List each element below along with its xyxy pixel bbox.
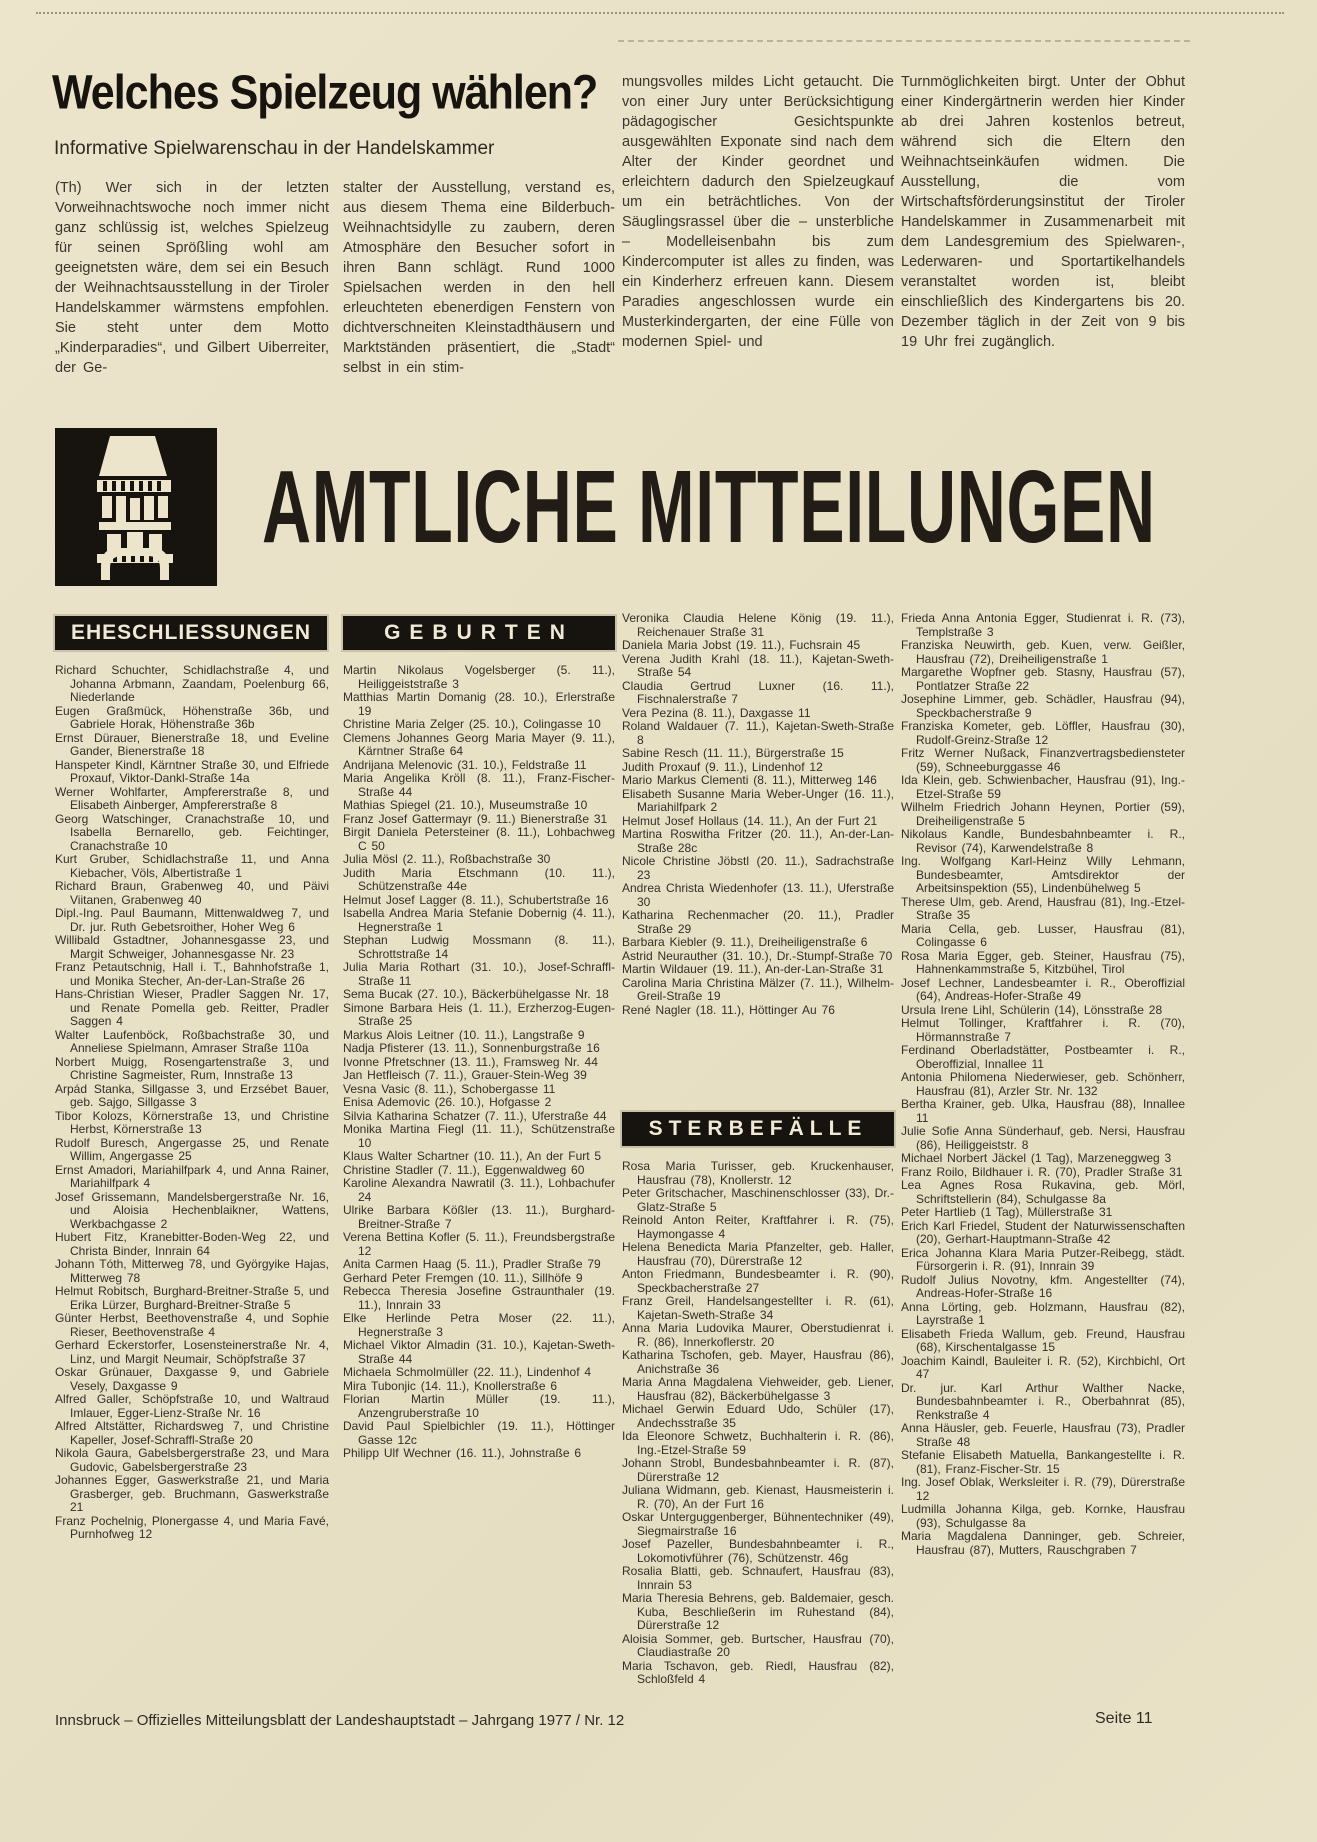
list-item: Helmut Tollinger, Kraftfahrer i. R. (70), Hörmannstraße 7 [901, 1016, 1185, 1044]
list-item: Christine Maria Zelger (25. 10.), Colingasse 10 [343, 717, 601, 731]
list-item: Reinold Anton Reiter, Kraftfahrer i. R. (75), Haymongasse 4 [622, 1213, 894, 1241]
list-item: Ivonne Pfretschner (13. 11.), Framsweg Nr. 44 [343, 1054, 598, 1069]
list-item: Katharina Tschofen, geb. Mayer, Hausfrau (86), Anichstraße 36 [622, 1348, 894, 1376]
list-item: Rosa Maria Egger, geb. Steiner, Hausfrau (75), Hahnenkammstraße 5, Kitzbühel, Tirol [901, 948, 1185, 976]
list-item: Maria Angelika Kröll (8. 11.), Franz-Fischer-Straße 44 [343, 771, 615, 799]
list-item: Rosa Maria Turisser, geb. Kruckenhauser, Hausfrau (78), Knollerstr. 12 [622, 1159, 894, 1187]
list-item: Jan Hetfleisch (7. 11.), Grauer-Stein-Weg 39 [343, 1068, 587, 1082]
list-item: Monika Martina Fiegl (11. 11.), Schützenstraße 10 [343, 1122, 615, 1150]
list-item: Elisabeth Frieda Wallum, geb. Freund, Hausfrau (68), Kirschentalgasse 15 [901, 1326, 1185, 1354]
city-tower-logo [55, 428, 217, 586]
article-subtitle: Informative Spielwarenschau in der Handelskammer [54, 138, 495, 159]
list-item: Franz Roilo, Bildhauer i. R. (70), Pradler Straße 31 [901, 1164, 1183, 1179]
list-item: Bertha Krainer, geb. Ulka, Hausfrau (88), Innallee 11 [901, 1097, 1185, 1125]
list-item: Judith Maria Etschmann (10. 11.), Schützenstraße 44e [343, 865, 615, 893]
list-item: Frieda Anna Antonia Egger, Studienrat i. R. (73), Templstraße 3 [901, 611, 1185, 639]
list-item: Nadja Pfisterer (13. 11.), Sonnenburgstraße 16 [343, 1041, 600, 1055]
list-item: Helmut Robitsch, Burghard-Breitner-Straße 5, und Erika Lürzer, Burghard-Breitner-Straße 5 [55, 1284, 329, 1312]
list-item: Anita Carmen Haag (5. 11.), Pradler Straße 79 [343, 1257, 601, 1271]
list-item: Oskar Unterguggenberger, Bühnentechniker (49), Siegmairstraße 16 [622, 1510, 894, 1538]
list-item: Hubert Fitz, Kranebitter-Boden-Weg 22, und Christa Binder, Innrain 64 [55, 1230, 329, 1258]
list-item: Markus Alois Leitner (10. 11.), Langstraße 9 [343, 1027, 585, 1042]
list-item: Mathias Spiegel (21. 10.), Museumstraße 10 [343, 798, 588, 812]
section-header-geburten [343, 616, 615, 650]
list-item: Katharina Rechenmacher (20. 11.), Pradler Straße 29 [622, 908, 894, 936]
list-item: Werner Wohlfarter, Ampfererstraße 8, und Elisabeth Ainberger, Ampfererstraße 8 [55, 784, 329, 812]
list-item: Simone Barbara Heis (1. 11.), Erzherzog-Eugen-Straße 25 [343, 1000, 615, 1028]
list-item: Josephine Limmer, geb. Schädler, Hausfrau (94), Speckbacherstraße 9 [901, 692, 1185, 720]
list-item: Georg Watschinger, Cranachstraße 10, und Isabella Bernarello, geb. Feichtinger, Cranachstraße 10 [55, 811, 329, 853]
list-item: Kurt Gruber, Schidlachstraße 11, und Anna Kiebacher, Völs, Albertistraße 1 [55, 852, 329, 880]
section-header-label: EHESCHLIESSUNGEN [70, 621, 312, 644]
list-item: Mira Tubonjic (14. 11.), Knollerstraße 6 [343, 1378, 558, 1393]
list-item: Dr. jur. Karl Arthur Walther Nacke, Bundesbahnbeamter i. R., Oberbahnrat (85), Renkstraße 4 [901, 1380, 1185, 1422]
list-item: Franz Josef Gattermayr (9. 11.) Bienerstraße 31 [343, 811, 608, 826]
list-item: Vera Pezina (8. 11.), Daxgasse 11 [622, 705, 811, 720]
list-item: Vesna Vasic (8. 11.), Schobergasse 11 [343, 1081, 556, 1096]
list-item: Martina Roswitha Fritzer (20. 11.), An-der-Lan-Straße 28c [622, 827, 894, 855]
list-item: Lea Agnes Rosa Rukavina, geb. Mörl, Schriftstellerin (84), Schulgasse 8a [901, 1178, 1185, 1206]
list-item: Günter Herbst, Beethovenstraße 4, und Sophie Rieser, Beethovenstraße 4 [55, 1311, 329, 1339]
list-item: Dipl.-Ing. Paul Baumann, Mittenwaldweg 7, und Dr. jur. Ruth Gebetsroither, Hoher Weg 6 [55, 906, 329, 934]
list-item: Veronika Claudia Helene König (19. 11.), Reichenauer Straße 31 [622, 611, 894, 639]
list-item: Astrid Neurauther (31. 10.), Dr.-Stumpf-Straße 70 [622, 948, 893, 963]
list-item: Ursula Irene Lihl, Schülerin (14), Lönsstraße 28 [901, 1002, 1163, 1017]
list-item: Helena Benedicta Maria Pfanzelter, geb. Haller, Hausfrau (70), Dürerstraße 12 [622, 1240, 894, 1268]
list-item: Franz Greil, Handelsangestellter i. R. (61), Kajetan-Sweth-Straße 34 [622, 1294, 894, 1322]
list-item: Ida Eleonore Schwetz, Buchhalterin i. R. (86), Ing.-Etzel-Straße 59 [622, 1429, 894, 1457]
list-item: Karoline Alexandra Nawratil (3. 11.), Lohbachufer 24 [343, 1176, 615, 1204]
list-item: Anton Friedmann, Bundesbeamter i. R. (90), Speckbacherstraße 27 [622, 1267, 894, 1295]
list-item: Stephan Ludwig Mossmann (8. 11.), Schrottstraße 14 [343, 933, 615, 961]
list-item: Helmut Josef Hollaus (14. 11.), An der Furt 21 [622, 813, 878, 828]
list-item: Oskar Grünauer, Daxgasse 9, und Gabriele Vesely, Daxgasse 9 [55, 1365, 329, 1393]
list-item: Nikola Gaura, Gabelsbergerstraße 23, und Mara Gudovic, Gabelsbergerstraße 23 [55, 1446, 329, 1474]
upper-dashed-rule [618, 40, 1190, 42]
list-item: Enisa Ademovic (26. 10.), Hofgasse 2 [343, 1095, 552, 1109]
list-item: Peter Hartlieb (1 Tag), Müllerstraße 31 [901, 1205, 1113, 1219]
list-item: Klaus Walter Schartner (10. 11.), An der Furt 5 [343, 1149, 602, 1163]
list-item: Margarethe Wopfner geb. Stasny, Hausfrau (57), Pontlatzer Straße 22 [901, 665, 1185, 693]
list-item: Richard Schuchter, Schidlachstraße 4, und Johanna Arbmann, Zaandam, Poelenburg 66, Niederlande [55, 663, 329, 704]
list-item: Gerhard Peter Fremgen (10. 11.), Sillhöfe 9 [343, 1270, 583, 1285]
list-item: Andrijana Melenovic (31. 10.), Feldstraße 11 [343, 757, 587, 772]
list-item: Michael Gerwin Eduard Udo, Schüler (17), Andechsstraße 35 [622, 1402, 894, 1430]
list-item: Sema Bucak (27. 10.), Bäckerbühelgasse Nr. 18 [343, 987, 609, 1001]
deaths-list-column-3 [622, 1160, 894, 1687]
list-item: Christine Stadler (7. 11.), Eggenwaldweg 60 [343, 1162, 585, 1177]
list-item: Roland Waldauer (7. 11.), Kajetan-Sweth-Straße 8 [622, 719, 894, 747]
article-column-2: stalter der Ausstellung, verstand es, aus diesem Thema eine Bilderbuch-Weihnachtsidylle zu zaubern, deren Atmosphäre den Besucher sofort in ihren Bann schlägt. Rund 1000 Spielsachen werden in den hell erleuchteten ebenerdigen Fenstern von dichtverschneiten Kleinstadthäusern und Marktständen präsentiert, die „Stadt“ selbst in ein stim- [343, 180, 615, 376]
list-item: Franz Pochelnig, Plonergasse 4, und Maria Favé, Purnhofweg 12 [55, 1513, 329, 1541]
list-item: Elke Herlinde Petra Moser (22. 11.), Hegnerstraße 3 [343, 1311, 615, 1339]
list-item: Eugen Graßmück, Höhenstraße 36b, und Gabriele Horak, Höhenstraße 36b [55, 703, 329, 731]
section-header-eheschliessungen [55, 616, 327, 650]
footer-imprint: Innsbruck – Offizielles Mitteilungsblatt der Landeshauptstadt – Jahrgang 1977 / Nr. 12 [55, 1712, 625, 1729]
article-title: Welches Spielzeug wählen? [52, 66, 598, 120]
top-dotted-rule [36, 12, 1284, 14]
list-item: Fritz Werner Nußack, Finanzvertragsbediensteter (59), Schneeburggasse 46 [901, 746, 1185, 774]
list-item: Elisabeth Susanne Maria Weber-Unger (16. 11.), Mariahilfpark 2 [622, 786, 894, 814]
list-item: Erich Karl Friedel, Student der Naturwissenschaften (20), Gerhart-Hauptmann-Straße 42 [901, 1218, 1185, 1246]
list-item: Anna Lörting, geb. Holzmann, Hausfrau (82), Layrstraße 1 [901, 1299, 1185, 1327]
list-item: David Paul Spielbichler (19. 11.), Höttinger Gasse 12c [343, 1419, 615, 1447]
list-item: Nikolaus Kandle, Bundesbahnbeamter i. R., Revisor (74), Karwendelstraße 8 [901, 827, 1185, 855]
list-item: Willibald Gstadtner, Johannesgasse 23, und Margit Schweiger, Johannesgasse Nr. 23 [55, 933, 329, 961]
list-item: Alfred Galler, Schöpfstraße 10, und Waltraud Imlauer, Egger-Lienz-Straße Nr. 16 [55, 1392, 329, 1420]
list-item: Sabine Resch (11. 11.), Bürgerstraße 15 [622, 746, 844, 760]
list-item: Norbert Muigg, Rosengartenstraße 3, und Christine Sagmeister, Rum, Innstraße 13 [55, 1054, 329, 1082]
section-header-label: GEBURTEN [384, 621, 574, 644]
article-column-1: (Th) Wer sich in der letzten Vorweihnachtswoche noch immer nicht ganz schlüssig ist, welches Spielzeug für seinen Sprößling wohl am geeignetsten wäre, dem sei ein Besuch der Weihnachtsausstellung in der Tiroler Handelskammer wärmstens empfohlen. Sie steht unter dem Motto „Kinderparadies“, und Gilbert Uiberreiter, der Ge- [55, 180, 329, 376]
list-item: Therese Ulm, geb. Arend, Hausfrau (81), Ing.-Etzel-Straße 35 [901, 894, 1185, 922]
list-item: Birgit Daniela Petersteiner (8. 11.), Lohbachweg C 50 [343, 825, 615, 853]
births-list-column-2 [343, 664, 615, 1461]
list-item: Ernst Amadori, Mariahilfpark 4, und Anna Rainer, Mariahilfpark 4 [55, 1162, 329, 1190]
list-item: Nicole Christine Jöbstl (20. 11.), Sadrachstraße 23 [622, 854, 894, 882]
list-item: Maria Anna Magdalena Viehweider, geb. Liener, Hausfrau (82), Bäckerbühelgasse 3 [622, 1375, 894, 1403]
list-item: Rosalia Blatti, geb. Schnaufert, Hausfrau (83), Innrain 53 [622, 1564, 894, 1592]
list-item: Ferdinand Oberladstätter, Postbeamter i. R., Oberoffizial, Innallee 11 [901, 1043, 1185, 1071]
list-item: Martin Nikolaus Vogelsberger (5. 11.), Heiliggeiststraße 3 [343, 663, 615, 691]
list-item: Julie Sofie Anna Sünderhauf, geb. Nersi, Hausfrau (86), Heiliggeiststr. 8 [901, 1124, 1185, 1152]
list-item: Antonia Philomena Niederwieser, geb. Schönherr, Hausfrau (81), Arzler Str. Nr. 132 [901, 1070, 1185, 1098]
deaths-list-column-4 [901, 612, 1185, 1557]
article-column-4: Turnmöglichkeiten birgt. Unter der Obhut einer Kindergärtnerin werden hier Kinder ab drei Jahren kostenlos betreut, während sich die Eltern den Weihnachtseinkäufen widmen. Die Ausstellung, die vom Wirtschaftsförderungsinstitut der Tiroler Handelskammer in Zusammenarbeit mit dem Landesgremium des Spielwaren-, Lederwaren- und Sportartikelhandels veranstaltet worden ist, bleibt einschließlich des Kindergartens bis 20. Dezember täglich in der Zeit von 9 bis 19 Uhr frei zugänglich. [901, 74, 1185, 350]
list-item: Anna Maria Ludovika Maurer, Oberstudienrat i. R. (86), Innerkoflerstr. 20 [622, 1321, 894, 1349]
list-item: Stefanie Elisabeth Matuella, Bankangestellte i. R. (81), Franz-Fischer-Str. 15 [901, 1448, 1185, 1476]
list-item: Julia Mösl (2. 11.), Roßbachstraße 30 [343, 852, 551, 866]
list-item: Ludmilla Johanna Kilga, geb. Kornke, Hausfrau (93), Schulgasse 8a [901, 1502, 1185, 1530]
list-item: Joachim Kaindl, Bauleiter i. R. (52), Kirchbichl, Ort 47 [901, 1353, 1185, 1381]
list-item: Erica Johanna Klara Maria Putzer-Reibegg, städt. Fürsorgerin i. R. (91), Innrain 39 [901, 1245, 1185, 1273]
article-column-3: mungsvolles mildes Licht getaucht. Die von einer Jury unter Berücksichtigung pädagogischer Gesichtspunkte ausgewählten Exponate sind nach dem Alter der Kinder geordnet und erleichtern dadurch den Spielzeugkauf um ein beträchtliches. Von der Säuglingsrassel über die – unsterbliche – Modelleisenbahn bis zum Kindercomputer ist alles zu finden, was ein Kinderherz erfreuen kann. Diesem Paradies angeschlossen wurde ein Musterkindergarten, der eine Fülle von modernen Spiel- und [622, 74, 894, 350]
city-tower-icon [55, 428, 217, 586]
list-item: Rebecca Theresia Josefine Gstraunthaler (19. 11.), Innrain 33 [343, 1284, 615, 1312]
list-item: Josef Pazeller, Bundesbahnbeamter i. R., Lokomotivführer (76), Schützenstr. 46g [622, 1537, 894, 1565]
list-item: Gerhard Eckerstorfer, Losensteinerstraße Nr. 4, Linz, und Margit Neumair, Schöpfstraße 37 [55, 1338, 329, 1366]
list-item: Michael Norbert Jäckel (1 Tag), Marzeneggweg 3 [901, 1151, 1172, 1165]
list-item: Walter Laufenböck, Roßbachstraße 30, und Anneliese Spielmann, Amraser Straße 110a [55, 1027, 329, 1055]
list-item: Mario Markus Clementi (8. 11.), Mitterweg 146 [622, 773, 877, 787]
list-item: Wilhelm Friedrich Johann Heynen, Portier (59), Dreiheiligenstraße 5 [901, 800, 1185, 828]
list-item: Daniela Maria Jobst (19. 11.), Fuchsrain 45 [622, 638, 861, 652]
list-item: Verena Bettina Kofler (5. 11.), Freundsbergstraße 12 [343, 1230, 615, 1258]
list-item: Franziska Kometer, geb. Löffler, Hausfrau (30), Rudolf-Greinz-Straße 12 [901, 719, 1185, 747]
list-item: Tibor Kolozs, Körnerstraße 13, und Christine Herbst, Körnerstraße 13 [55, 1108, 329, 1136]
list-item: Maria Theresia Behrens, geb. Baldemaier, gesch. Kuba, Beschließerin im Ruhestand (84), Dürerstraße 12 [622, 1591, 894, 1632]
list-item: Juliana Widmann, geb. Kienast, Hausmeisterin i. R. (70), An der Furt 16 [622, 1483, 894, 1511]
list-item: Ing. Wolfgang Karl-Heinz Willy Lehmann, Bundesbeamter, Amtsdirektor der Arbeitsinspektion (55), Lindenbühelweg 5 [901, 854, 1185, 895]
list-item: Hanspeter Kindl, Kärntner Straße 30, und Elfriede Proxauf, Viktor-Dankl-Straße 14a [55, 757, 329, 785]
list-item: Franziska Neuwirth, geb. Kuen, verw. Geißler, Hausfrau (72), Dreiheiligenstraße 1 [901, 638, 1185, 666]
list-item: Peter Gritschacher, Maschinenschlosser (33), Dr.-Glatz-Straße 5 [622, 1186, 894, 1214]
list-item: Michael Viktor Almadin (31. 10.), Kajetan-Sweth-Straße 44 [343, 1338, 615, 1366]
list-item: Ing. Josef Oblak, Werksleiter i. R. (79), Dürerstraße 12 [901, 1475, 1185, 1503]
list-item: Johannes Egger, Gaswerkstraße 21, und Maria Grasberger, geb. Bruchmann, Gaswerkstraße 21 [55, 1473, 329, 1514]
list-item: Florian Martin Müller (19. 11.), Anzengruberstraße 10 [343, 1392, 615, 1420]
list-item: Josef Grissemann, Mandelsbergerstraße Nr. 16, und Aloisia Hechenblaikner, Wattens, Werkbachgasse 2 [55, 1189, 329, 1231]
list-item: Martin Wildauer (19. 11.), An-der-Lan-Straße 31 [622, 962, 884, 976]
list-item: Judith Proxauf (9. 11.), Lindenhof 12 [622, 759, 823, 774]
marriages-list [55, 664, 329, 1542]
list-item: Silvia Katharina Schatzer (7. 11.), Uferstraße 44 [343, 1108, 607, 1123]
list-item: Anna Häusler, geb. Feuerle, Hausfrau (73), Pradler Straße 48 [901, 1421, 1185, 1449]
list-item: Maria Magdalena Danninger, geb. Schreier, Hausfrau (87), Mutters, Rauschgraben 7 [901, 1529, 1185, 1557]
list-item: Hans-Christian Wieser, Pradler Saggen Nr. 17, und Renate Pomella geb. Reitter, Pradler Saggen 4 [55, 987, 329, 1028]
list-item: Helmut Josef Lagger (8. 11.), Schubertstraße 16 [343, 892, 609, 907]
list-item: Rudolf Julius Novotny, kfm. Angestellter (74), Andreas-Hofer-Straße 16 [901, 1272, 1185, 1300]
births-list-column-3 [622, 612, 894, 1017]
list-item: Franz Petautschnig, Hall i. T., Bahnhofstraße 1, und Monika Stecher, An-der-Lan-Straße 26 [55, 960, 329, 988]
list-item: Johann Tóth, Mitterweg 78, und Györgyike Hajas, Mitterweg 78 [55, 1257, 329, 1285]
list-item: Verena Judith Krahl (18. 11.), Kajetan-Sweth-Straße 54 [622, 651, 894, 679]
page-number: Seite 11 [1095, 1710, 1153, 1727]
list-item: Michaela Schmolmüller (22. 11.), Lindenhof 4 [343, 1365, 592, 1379]
list-item: Maria Cella, geb. Lusser, Hausfrau (81), Colingasse 6 [901, 921, 1185, 949]
list-item: Matthias Martin Domanig (28. 10.), Erlerstraße 19 [343, 690, 615, 718]
list-item: Claudia Gertrud Luxner (16. 11.), Fischnalerstraße 7 [622, 678, 894, 706]
list-item: Ida Klein, geb. Schwienbacher, Hausfrau (91), Ing.-Etzel-Straße 59 [901, 773, 1185, 801]
list-item: Isabella Andrea Maria Stefanie Dobernig (4. 11.), Hegnerstraße 1 [343, 906, 615, 934]
list-item: Julia Maria Rothart (31. 10.), Josef-Schraffl-Straße 11 [343, 960, 615, 988]
list-item: Ulrike Barbara Kößler (13. 11.), Burghard-Breitner-Straße 7 [343, 1203, 615, 1231]
list-item: René Nagler (18. 11.), Höttinger Au 76 [622, 1002, 835, 1017]
list-item: Alfred Altstätter, Richardsweg 7, und Christine Kapeller, Josef-Schraffl-Straße 20 [55, 1419, 329, 1447]
list-item: Rudolf Buresch, Angergasse 25, und Renate Willim, Angergasse 25 [55, 1135, 329, 1163]
list-item: Maria Tschavon, geb. Riedl, Hausfrau (82), Schloßfeld 4 [622, 1658, 894, 1686]
section-header-sterbefaelle [622, 1112, 894, 1146]
list-item: Philipp Ulf Wechner (16. 11.), Johnstraße 6 [343, 1446, 581, 1460]
list-item: Andrea Christa Wiedenhofer (13. 11.), Uferstraße 30 [622, 881, 894, 909]
list-item: Josef Lechner, Landesbeamter i. R., Oberoffizial (64), Andreas-Hofer-Straße 49 [901, 975, 1185, 1003]
list-item: Richard Braun, Grabenweg 40, und Päivi Viitanen, Grabenweg 40 [55, 879, 329, 907]
list-item: Ernst Dürauer, Bienerstraße 18, und Eveline Gander, Bienerstraße 18 [55, 730, 329, 758]
list-item: Aloisia Sommer, geb. Burtscher, Hausfrau (70), Claudiastraße 20 [622, 1631, 894, 1659]
list-item: Clemens Johannes Georg Maria Mayer (9. 11.), Kärntner Straße 64 [343, 730, 615, 758]
list-item: Johann Strobl, Bundesbahnbeamter i. R. (87), Dürerstraße 12 [622, 1456, 894, 1484]
section-header-label: STERBEFÄLLE [648, 1117, 868, 1140]
list-item: Arpád Stanka, Sillgasse 3, und Erzsébet Bauer, geb. Sajgo, Sillgasse 3 [55, 1081, 329, 1109]
list-item: Barbara Kiebler (9. 11.), Dreiheiligenstraße 6 [622, 935, 868, 949]
banner-title: AMTLICHE MITTEILUNGEN [262, 449, 1156, 564]
list-item: Carolina Maria Christina Mälzer (7. 11.), Wilhelm-Greil-Straße 19 [622, 975, 894, 1003]
